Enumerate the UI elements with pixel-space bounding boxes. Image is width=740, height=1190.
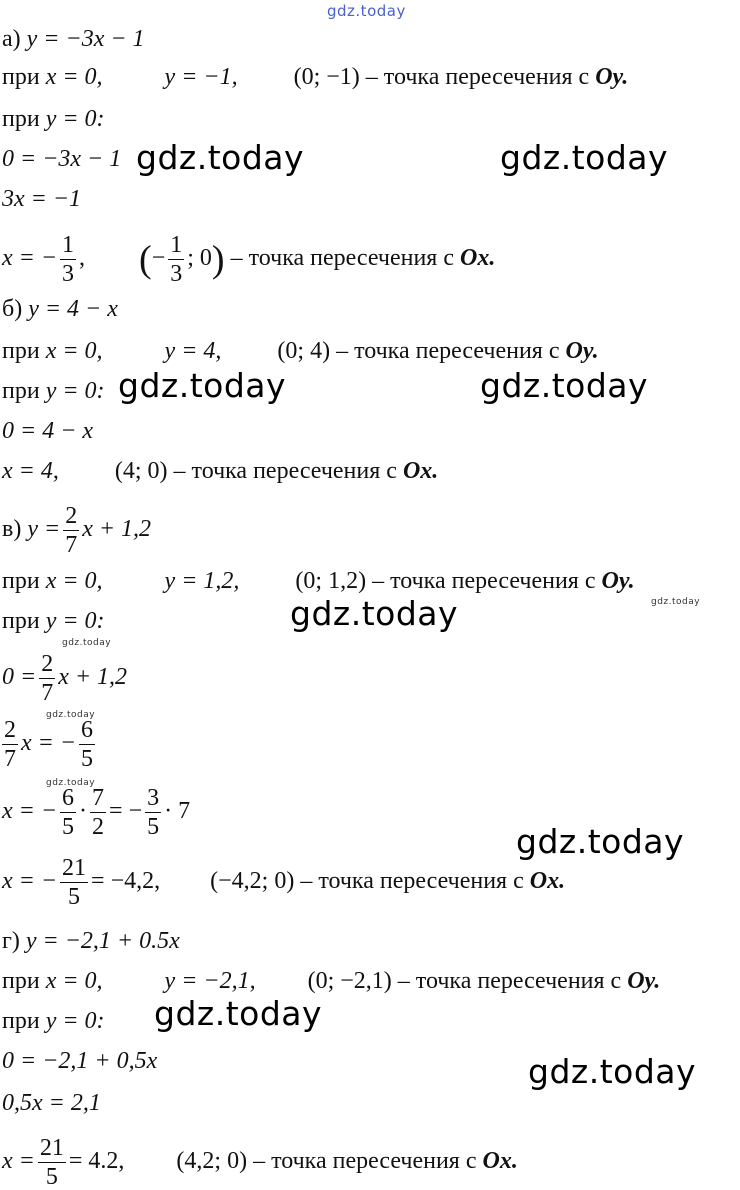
fraction: $\frac{3}{5}$ xyxy=(147,785,160,840)
part-g-line-2 xyxy=(2,1006,105,1036)
watermark-top: gdz.today xyxy=(327,2,406,20)
x-zero: x = 0, xyxy=(45,568,103,594)
part-a-line-5: x = − $\frac{1}{3}$ , (− $\frac{1}{3}$ ; 0) – точка пересечения с Ox. xyxy=(2,232,496,287)
part-a-formula: y = −3x − 1 xyxy=(26,26,145,52)
fraction: $\frac{7}{2}$ xyxy=(92,785,105,840)
part-b-formula: y = 4 − x xyxy=(28,296,118,322)
part-g-line-3 xyxy=(2,1046,157,1076)
part-b-equation xyxy=(2,294,118,324)
watermark-big: gdz.today xyxy=(480,366,649,405)
x-value: = −4,2, xyxy=(91,868,161,895)
formula-rhs: x + 1,2 xyxy=(82,516,152,543)
part-b-line-3 xyxy=(2,416,93,446)
part-b-line-4 xyxy=(2,456,438,486)
part-v-equation xyxy=(2,504,151,557)
intersection-text: – точка пересечения с xyxy=(365,64,590,90)
intersection-text: – точка пересечения с xyxy=(253,1148,477,1175)
intersection-point: (4,2; 0) xyxy=(176,1148,248,1175)
y-value: y = 1,2, xyxy=(164,568,240,594)
intersection-point: (0; 4) xyxy=(277,338,331,364)
part-a-line-1 xyxy=(2,62,628,92)
part-a-equation xyxy=(2,24,145,54)
watermark-big: gdz.today xyxy=(500,138,669,177)
intersection-point: (−4,2; 0) xyxy=(210,868,295,895)
part-g-equation xyxy=(2,926,180,956)
axis-ox: Ox. xyxy=(482,1148,518,1175)
intersection-text: – точка пересечения с xyxy=(372,568,596,594)
intersection-text: – точка пересечения с xyxy=(173,458,397,484)
part-a-line-2 xyxy=(2,104,105,134)
x-expression: x = − xyxy=(2,868,58,895)
y-zero-cond: y = 0: xyxy=(45,1008,105,1034)
axis-oy: Oy. xyxy=(601,568,635,594)
intersection-text: – точка пересечения с xyxy=(336,338,560,364)
part-v-line-4 xyxy=(2,718,98,771)
fraction: $\frac{1}{3}$ xyxy=(62,232,75,287)
part-v-label: в) xyxy=(2,516,22,543)
word-pri: при xyxy=(2,106,40,132)
intersection-text: – точка пересечения с xyxy=(230,245,454,272)
watermark-big: gdz.today xyxy=(516,822,685,861)
y-value: y = −1, xyxy=(164,64,238,90)
part-v-line-3 xyxy=(2,652,127,705)
part-b-line-2 xyxy=(2,376,105,406)
formula-lhs: y = xyxy=(27,516,61,543)
x-value: = 4.2, xyxy=(68,1148,125,1175)
axis-oy: Oy. xyxy=(565,338,599,364)
x-expression: x = − xyxy=(2,798,58,825)
axis-ox: Ox. xyxy=(402,458,439,484)
y-zero-cond: y = 0: xyxy=(45,378,105,404)
part-v-line-1 xyxy=(2,566,635,596)
x-value: x = 4, xyxy=(2,458,59,484)
watermark-big: gdz.today xyxy=(118,366,287,405)
intersection-text: – точка пересечения с xyxy=(397,968,622,994)
intersection-point: (0; −2,1) xyxy=(307,968,392,994)
equation-mid: x = − xyxy=(21,730,77,757)
part-v-line-5 xyxy=(2,786,190,839)
equation-step: 0,5x = 2,1 xyxy=(2,1090,101,1116)
equation-step: 0 = −2,1 + 0,5x xyxy=(2,1048,158,1074)
x-expression: x = − xyxy=(2,245,58,272)
multiply-dot: · xyxy=(79,798,88,825)
intersection-point: (4; 0) xyxy=(114,458,168,484)
watermark-small: gdz.today xyxy=(62,638,112,648)
intersection-text: – точка пересечения с xyxy=(300,868,524,895)
fraction: $\frac{2}{7}$ xyxy=(41,651,54,706)
word-pri: при xyxy=(2,968,40,994)
equation-rhs: x + 1,2 xyxy=(58,664,128,691)
word-pri: при xyxy=(2,568,40,594)
axis-oy: Oy. xyxy=(627,968,661,994)
x-zero: x = 0, xyxy=(45,64,103,90)
multiply-tail: · 7 xyxy=(164,798,191,825)
intersection-point: (0; 1,2) xyxy=(295,568,367,594)
point-sign: − xyxy=(151,245,166,272)
y-zero-cond: y = 0: xyxy=(45,608,105,634)
watermark-small: gdz.today xyxy=(651,597,701,607)
fraction: $\frac{6}{5}$ xyxy=(62,785,75,840)
word-pri: при xyxy=(2,1008,40,1034)
axis-oy: Oy. xyxy=(595,64,629,90)
intersection-point: (0; −1) xyxy=(293,64,360,90)
part-a-line-3 xyxy=(2,144,121,174)
part-g-line-4 xyxy=(2,1088,101,1118)
axis-ox: Ox. xyxy=(460,245,496,272)
y-zero-cond: y = 0: xyxy=(45,106,105,132)
part-g-label: г) xyxy=(2,928,20,954)
part-a-line-4 xyxy=(2,184,81,214)
part-g-formula: y = −2,1 + 0.5x xyxy=(25,928,180,954)
y-value: y = 4, xyxy=(164,338,222,364)
word-pri: при xyxy=(2,608,40,634)
word-pri: при xyxy=(2,338,40,364)
equals-minus: = − xyxy=(109,798,143,825)
equation-step: 0 = −3x − 1 xyxy=(2,146,122,172)
watermark-big: gdz.today xyxy=(154,994,323,1033)
word-pri: при xyxy=(2,378,40,404)
watermark-small: gdz.today xyxy=(46,710,96,720)
watermark-small: gdz.today xyxy=(46,778,96,788)
part-g-line-1 xyxy=(2,966,660,996)
part-b-label: б) xyxy=(2,296,23,322)
part-g-line-5 xyxy=(2,1136,518,1189)
part-v-line-6 xyxy=(2,856,565,909)
equation-step: 3x = −1 xyxy=(2,186,82,212)
equation-lhs: 0 = xyxy=(2,664,37,691)
x-zero: x = 0, xyxy=(45,968,103,994)
watermark-big: gdz.today xyxy=(528,1052,697,1091)
fraction: $\frac{21}{5}$ xyxy=(62,855,87,910)
axis-ox: Ox. xyxy=(529,868,566,895)
part-v-line-2 xyxy=(2,606,105,636)
x-zero: x = 0, xyxy=(45,338,103,364)
equation-step: 0 = 4 − x xyxy=(2,418,94,444)
point-rest: ; 0 xyxy=(187,245,212,272)
fraction: $\frac{1}{3}$ xyxy=(170,232,183,287)
fraction: $\frac{6}{5}$ xyxy=(81,717,94,772)
y-value: y = −2,1, xyxy=(164,968,256,994)
x-expression: x = xyxy=(2,1148,35,1175)
fraction: $\frac{2}{7}$ xyxy=(65,503,78,558)
fraction: $\frac{2}{7}$ xyxy=(4,717,16,772)
word-pri: при xyxy=(2,64,40,90)
fraction: $\frac{21}{5}$ xyxy=(39,1135,64,1190)
part-a-label: а) xyxy=(2,26,21,52)
watermark-big: gdz.today xyxy=(136,138,305,177)
part-b-line-1 xyxy=(2,336,599,366)
watermark-big: gdz.today xyxy=(290,594,459,633)
